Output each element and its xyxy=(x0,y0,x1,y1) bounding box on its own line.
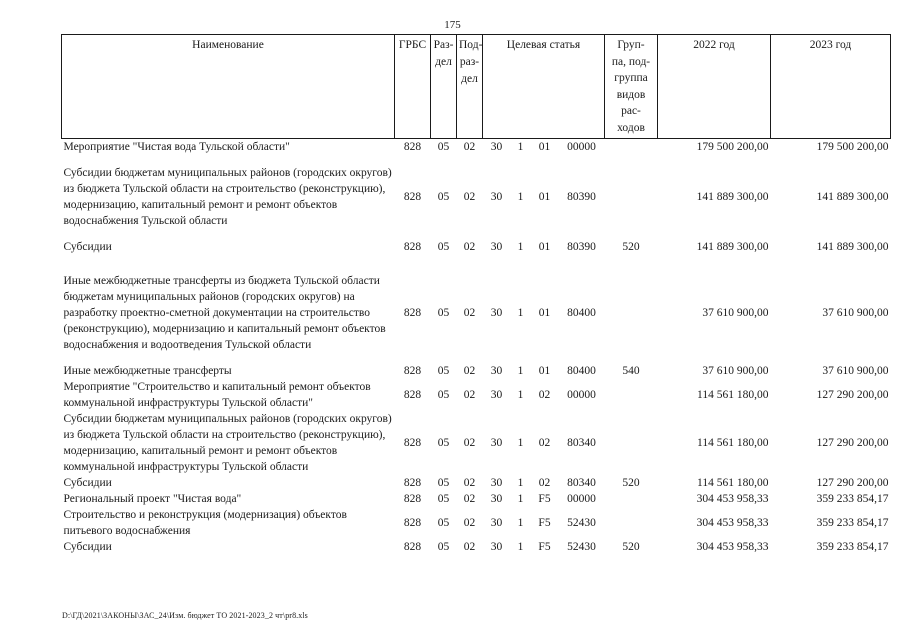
row-grbs: 828 xyxy=(403,493,422,505)
row-target-direction: 80340 xyxy=(567,437,596,449)
row-target-program: 30 xyxy=(490,365,503,377)
table-body xyxy=(62,139,891,556)
row-podrazdel: 02 xyxy=(463,191,476,203)
file-path-footer: D:\ГД\2021\ЗАКОНЫ\ЗАС_24\Изм. бюджет ТО 2021-2023_2 чт\pr8.xls xyxy=(62,611,308,620)
row-target-subprogram: 1 xyxy=(517,541,524,553)
row-grbs: 828 xyxy=(403,437,422,449)
row-target-event: 02 xyxy=(538,477,551,489)
row-amount-2023: 359 233 854,17 xyxy=(816,517,889,529)
row-razdel: 05 xyxy=(437,365,450,377)
row-target-subprogram: 1 xyxy=(517,141,524,153)
header-grbs: ГРБС xyxy=(395,35,431,139)
row-name: Субсидии xyxy=(63,477,112,489)
row-razdel: 05 xyxy=(437,307,450,319)
row-expense-group: 520 xyxy=(622,541,640,553)
row-target-subprogram: 1 xyxy=(517,241,524,253)
row-target-program: 30 xyxy=(490,191,503,203)
row-expense-group: 540 xyxy=(622,365,640,377)
row-grbs: 828 xyxy=(403,241,422,253)
header-name: Наименование xyxy=(62,35,395,139)
row-target-event: 01 xyxy=(538,307,551,319)
row-razdel: 05 xyxy=(437,141,450,153)
row-name: Строительство и реконструкция (модернизация) объектов питьевого водоснабжения xyxy=(63,509,347,537)
row-podrazdel: 02 xyxy=(463,389,476,401)
row-name: Иные межбюджетные трансферты xyxy=(63,365,232,377)
row-razdel: 05 xyxy=(437,493,450,505)
row-name: Мероприятие "Чистая вода Тульской области" xyxy=(63,141,290,153)
row-razdel: 05 xyxy=(437,191,450,203)
table-row xyxy=(62,475,891,491)
row-amount-2022: 141 889 300,00 xyxy=(696,241,769,253)
row-target-program: 30 xyxy=(490,389,503,401)
row-grbs: 828 xyxy=(403,191,422,203)
row-amount-2023: 359 233 854,17 xyxy=(816,541,889,553)
row-amount-2023: 37 610 900,00 xyxy=(822,365,889,377)
row-podrazdel: 02 xyxy=(463,493,476,505)
row-target-subprogram: 1 xyxy=(517,477,524,489)
row-target-event: 01 xyxy=(538,241,551,253)
row-podrazdel: 02 xyxy=(463,477,476,489)
row-expense-group xyxy=(605,507,658,539)
row-amount-2022: 114 561 180,00 xyxy=(697,437,769,449)
row-grbs: 828 xyxy=(403,477,422,489)
header-razdel: Раз- дел xyxy=(431,35,457,139)
row-expense-group xyxy=(605,379,658,411)
row-target-direction: 00000 xyxy=(567,389,596,401)
row-amount-2022: 179 500 200,00 xyxy=(696,141,769,153)
row-target-direction: 80340 xyxy=(567,477,596,489)
row-name: Иные межбюджетные трансферты из бюджета Тульской области бюджетам муниципальных районов (городских округов) на разработку проектно-сметной документации на строительство (реконструкцию), модернизацию и капитальный ремонт объектов водоснабжения и водоотведения Тульской области xyxy=(63,275,386,351)
row-grbs: 828 xyxy=(403,389,422,401)
row-podrazdel: 02 xyxy=(463,437,476,449)
table-row xyxy=(62,507,891,539)
row-amount-2023: 359 233 854,17 xyxy=(816,493,889,505)
page-number: 175 xyxy=(444,19,461,31)
row-amount-2022: 114 561 180,00 xyxy=(697,389,769,401)
row-target-direction: 00000 xyxy=(567,141,596,153)
row-target-subprogram: 1 xyxy=(517,493,524,505)
row-grbs: 828 xyxy=(403,307,422,319)
row-razdel: 05 xyxy=(437,241,450,253)
header-podrazdel: Под- раз- дел xyxy=(457,35,483,139)
row-target-subprogram: 1 xyxy=(517,365,524,377)
table-row xyxy=(62,155,891,229)
row-grbs: 828 xyxy=(403,541,422,553)
row-target-direction: 52430 xyxy=(567,517,596,529)
row-name: Субсидии бюджетам муниципальных районов (городских округов) из бюджета Тульской области на строительство (реконструкцию), модернизацию, капитальный ремонт и ремонт объектов водоснабжения Тульской области xyxy=(63,167,392,227)
row-amount-2023: 179 500 200,00 xyxy=(816,141,889,153)
row-target-direction: 80400 xyxy=(567,365,596,377)
row-podrazdel: 02 xyxy=(463,541,476,553)
row-target-event: F5 xyxy=(538,493,551,505)
row-amount-2022: 304 453 958,33 xyxy=(696,541,769,553)
row-grbs: 828 xyxy=(403,517,422,529)
row-target-program: 30 xyxy=(490,541,503,553)
row-expense-group xyxy=(605,411,658,475)
table-row xyxy=(62,263,891,353)
row-grbs: 828 xyxy=(403,365,422,377)
row-expense-group xyxy=(605,263,658,353)
row-expense-group: 520 xyxy=(622,241,640,253)
row-name: Региональный проект "Чистая вода" xyxy=(63,493,242,505)
row-target-direction: 52430 xyxy=(567,541,596,553)
row-expense-group xyxy=(605,139,658,156)
row-grbs: 828 xyxy=(403,141,422,153)
row-amount-2023: 127 290 200,00 xyxy=(816,389,889,401)
table-row xyxy=(62,411,891,475)
row-target-event: 01 xyxy=(538,365,551,377)
row-amount-2023: 127 290 200,00 xyxy=(816,477,889,489)
row-target-program: 30 xyxy=(490,307,503,319)
table-header xyxy=(62,35,891,139)
row-target-subprogram: 1 xyxy=(517,307,524,319)
budget-table xyxy=(61,34,891,555)
table-row xyxy=(62,379,891,411)
row-razdel: 05 xyxy=(437,477,450,489)
row-target-program: 30 xyxy=(490,493,503,505)
row-amount-2022: 114 561 180,00 xyxy=(697,477,769,489)
row-amount-2023: 127 290 200,00 xyxy=(816,437,889,449)
row-amount-2023: 37 610 900,00 xyxy=(822,307,889,319)
row-expense-group xyxy=(605,491,658,507)
row-target-event: 01 xyxy=(538,191,551,203)
row-target-direction: 80400 xyxy=(567,307,596,319)
row-podrazdel: 02 xyxy=(463,307,476,319)
row-podrazdel: 02 xyxy=(463,241,476,253)
row-target-direction: 00000 xyxy=(567,493,596,505)
header-expense-group: Груп- па, под- группа видов рас- ходов xyxy=(605,35,658,139)
row-name: Субсидии xyxy=(63,241,112,253)
row-amount-2022: 304 453 958,33 xyxy=(696,493,769,505)
row-amount-2022: 37 610 900,00 xyxy=(702,365,769,377)
row-podrazdel: 02 xyxy=(463,365,476,377)
row-target-program: 30 xyxy=(490,241,503,253)
row-expense-group xyxy=(605,155,658,229)
header-year-2022: 2022 год xyxy=(658,35,771,139)
row-name: Мероприятие "Строительство и капитальный ремонт объектов коммунальной инфраструктуры Тульской области" xyxy=(63,381,371,409)
row-razdel: 05 xyxy=(437,437,450,449)
row-amount-2023: 141 889 300,00 xyxy=(816,191,889,203)
row-amount-2022: 141 889 300,00 xyxy=(696,191,769,203)
row-target-event: 02 xyxy=(538,389,551,401)
row-razdel: 05 xyxy=(437,517,450,529)
row-target-event: F5 xyxy=(538,517,551,529)
table-row xyxy=(62,229,891,263)
row-razdel: 05 xyxy=(437,389,450,401)
row-target-direction: 80390 xyxy=(567,191,596,203)
row-target-program: 30 xyxy=(490,517,503,529)
row-expense-group: 520 xyxy=(622,477,640,489)
row-name: Субсидии бюджетам муниципальных районов (городских округов) из бюджета Тульской области на строительство (реконструкцию), модернизацию, капитальный ремонт и ремонт объектов коммунальной инфраструктуры Тульской области xyxy=(63,413,392,473)
row-amount-2023: 141 889 300,00 xyxy=(816,241,889,253)
row-amount-2022: 37 610 900,00 xyxy=(702,307,769,319)
row-target-program: 30 xyxy=(490,437,503,449)
row-target-subprogram: 1 xyxy=(517,437,524,449)
row-target-event: F5 xyxy=(538,541,551,553)
row-target-program: 30 xyxy=(490,477,503,489)
row-target-program: 30 xyxy=(490,141,503,153)
row-name: Субсидии xyxy=(63,541,112,553)
row-target-event: 02 xyxy=(538,437,551,449)
table-row xyxy=(62,539,891,555)
row-target-event: 01 xyxy=(538,141,551,153)
row-amount-2022: 304 453 958,33 xyxy=(696,517,769,529)
header-year-2023: 2023 год xyxy=(771,35,891,139)
row-podrazdel: 02 xyxy=(463,517,476,529)
table-row xyxy=(62,139,891,156)
table-row xyxy=(62,491,891,507)
row-target-subprogram: 1 xyxy=(517,389,524,401)
row-target-subprogram: 1 xyxy=(517,517,524,529)
table-row xyxy=(62,353,891,379)
row-podrazdel: 02 xyxy=(463,141,476,153)
header-target-article: Целевая статья xyxy=(483,35,605,139)
row-target-direction: 80390 xyxy=(567,241,596,253)
row-target-subprogram: 1 xyxy=(517,191,524,203)
row-razdel: 05 xyxy=(437,541,450,553)
